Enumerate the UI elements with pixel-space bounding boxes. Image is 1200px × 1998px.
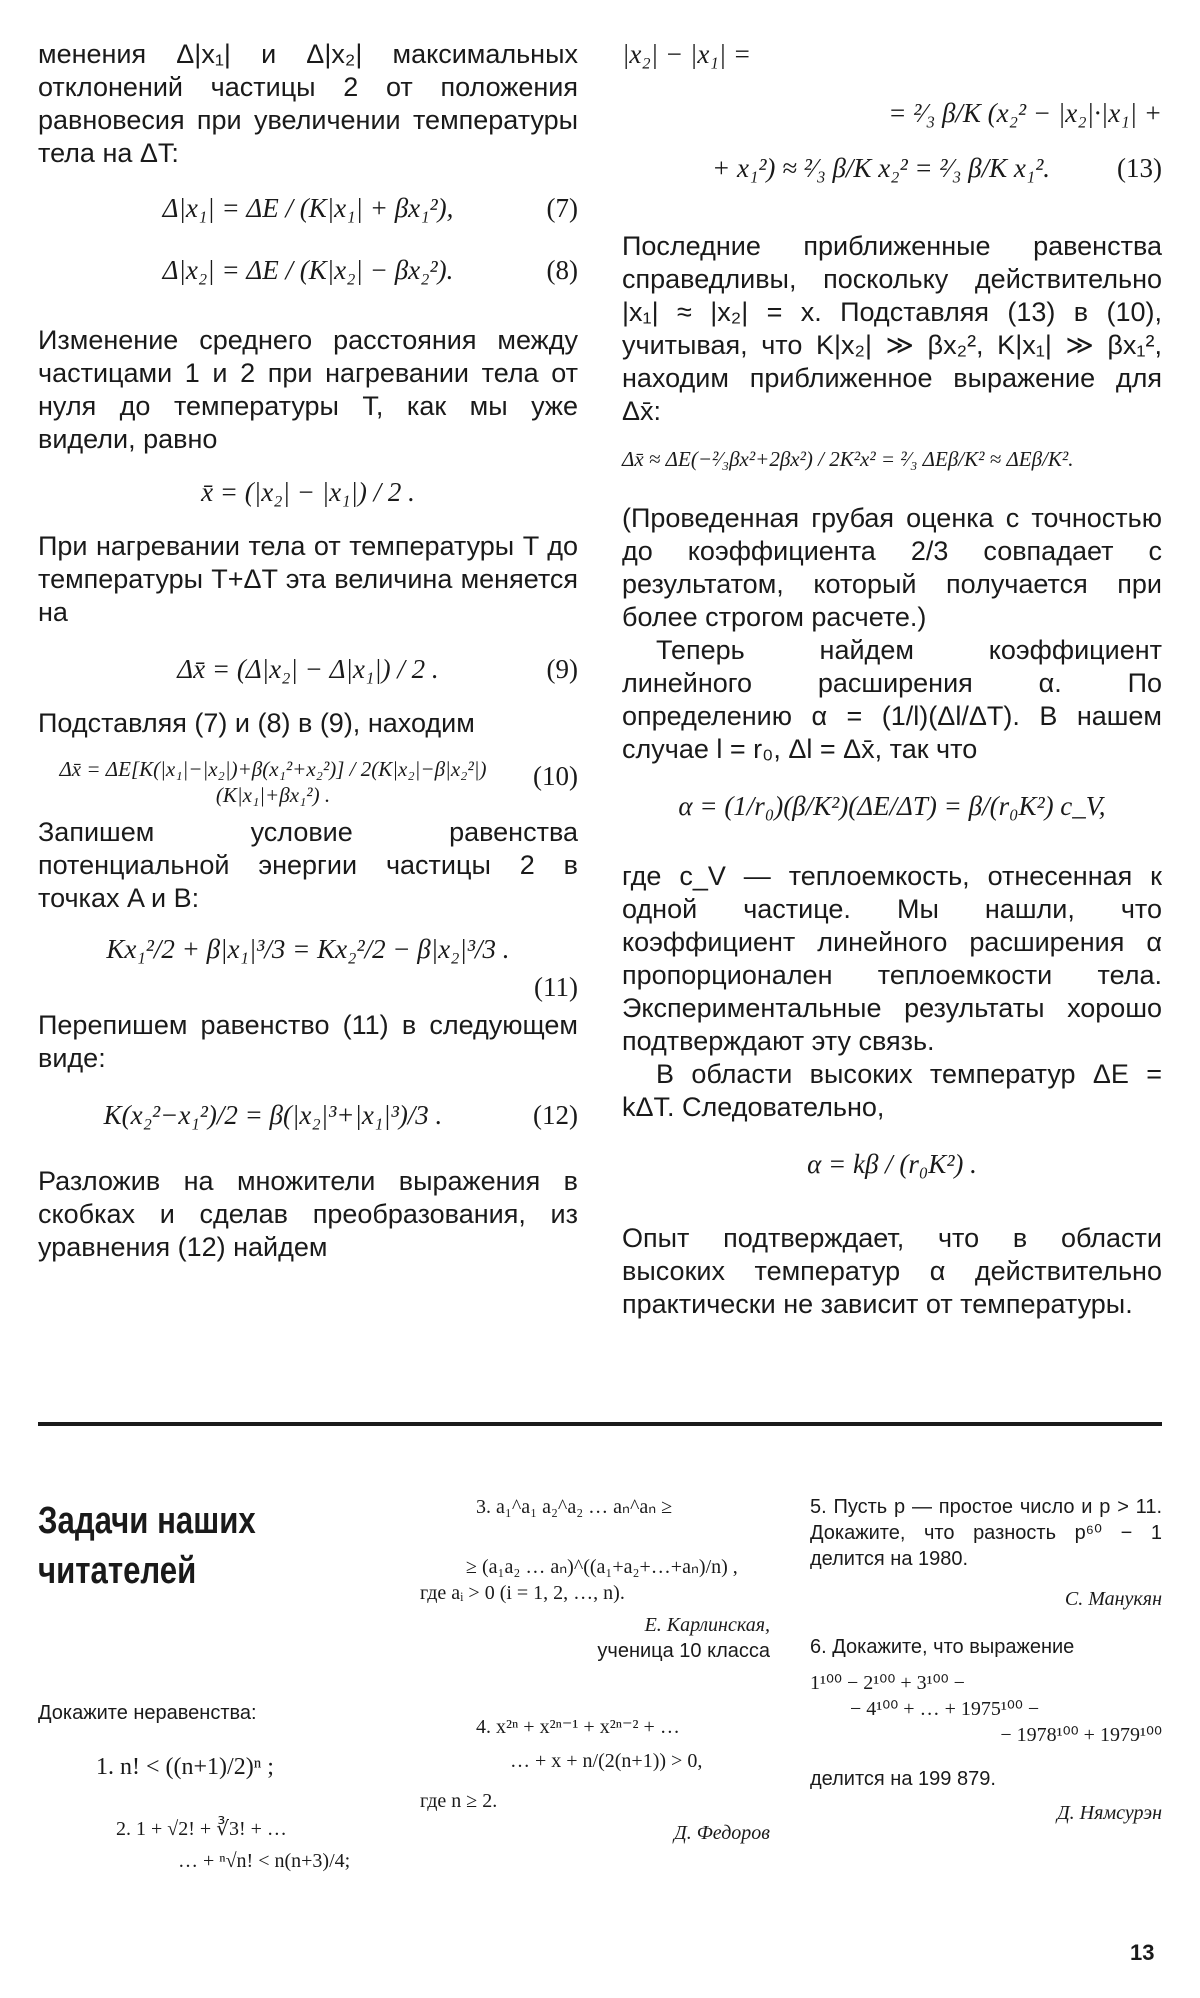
equation-7: Δ|x₁| = ΔE / (K|x₁| + βx₁²),: [162, 193, 454, 223]
equation-xbar-row: [38, 456, 578, 526]
equation-9-number: (9): [546, 654, 578, 684]
problems-col-2: [420, 1494, 770, 1846]
paragraph-high-temp: В области высоких температур ΔE = kΔT. Следовательно,: [622, 1059, 1162, 1122]
problem-3-line-a: 3. a₁^a₁ a₂^a₂ … aₙ^aₙ ≥: [476, 1496, 673, 1518]
paragraph-condition: Запишем условие равенства потенциальной энергии частицы 2 в точках A и B:: [38, 817, 578, 913]
equation-approx: Δx̄ ≈ ΔE(−²⁄₃βx²+2βx²) / 2K²x² = ²⁄₃ ΔEβ/K² ≈ ΔEβ/K².: [622, 447, 1074, 471]
problem-6-author: Д. Нямсурэн: [1056, 1802, 1162, 1824]
paragraph-factor: Разложив на множители выражения в скобках и сделав преобразования, из уравнения (12) найдем: [38, 1166, 578, 1262]
equation-13-line-c-row: [622, 152, 1162, 212]
problems-heading: Задачи наших читателей: [38, 1500, 256, 1592]
problem-3-author: Е. Карлинская,: [644, 1614, 770, 1636]
equation-8: Δ|x₂| = ΔE / (K|x₂| − βx₂²).: [162, 255, 454, 285]
problem-6: 6. Докажите, что выражение: [810, 1636, 1075, 1658]
paragraph-heating: При нагревании тела от температуры T до температуры T+ΔT эта величина меняется на: [38, 531, 578, 627]
equation-alpha-row: [622, 766, 1162, 836]
problem-4-line-c: где n ≥ 2.: [420, 1790, 498, 1812]
equation-7-number: (7): [546, 193, 578, 223]
paragraph-intro: менения Δ|x₁| и Δ|x₂| максимальных отклонений частицы 2 от положения равновесия при увеличении температуры тела на ΔT:: [38, 39, 578, 168]
equation-alpha2-row: [622, 1124, 1162, 1194]
equation-11-row: [38, 915, 578, 1009]
page-number: 13: [1130, 1940, 1155, 1965]
equation-13-line-a: |x₂| − |x₁| =: [622, 39, 752, 69]
paragraph-rewrite: Перепишем равенство (11) в следующем виде:: [38, 1010, 578, 1073]
equation-12-number: (12): [533, 1100, 578, 1130]
problem-2-line-a: 2. 1 + √2! + ∛3! + …: [116, 1818, 287, 1840]
problem-6-line-b: − 4¹⁰⁰ + … + 1975¹⁰⁰ −: [850, 1698, 1040, 1720]
equation-10: Δx̄ = ΔE[K(|x₁|−|x₂|)+β(x₁²+x₂²)] / 2(K|x₂|−β|x₂²|)(K|x₁|+βx₁²) .: [59, 757, 487, 807]
equation-8-row: [38, 240, 578, 310]
paragraph-heat-capacity: где c_V — теплоемкость, отнесенная к одной частице. Мы нашли, что коэффициент линейного расширения α пропорционален теплоемкости тела. Экспериментальные результаты хорошо подтверждают эту связь.: [622, 861, 1162, 1056]
equation-11-number: (11): [534, 972, 578, 1002]
problem-1: 1. n! < ((n+1)/2)ⁿ ;: [96, 1754, 274, 1780]
equation-9-row: [38, 629, 578, 699]
equation-9: Δx̄ = (Δ|x₂| − Δ|x₁|) / 2 .: [177, 654, 439, 684]
equation-10-row: [38, 740, 578, 810]
problem-6-line-a: 1¹⁰⁰ − 2¹⁰⁰ + 3¹⁰⁰ −: [810, 1672, 965, 1694]
equation-xbar: x̄ = (|x₂| − |x₁|) / 2 .: [201, 477, 415, 507]
equation-13-line-c: + x₁²) ≈ ²⁄₃ β/K x₂² = ²⁄₃ β/K x₁².: [712, 153, 1051, 183]
prove-label: Докажите неравенства:: [38, 1702, 257, 1724]
paragraph-approx: Последние приближенные равенства справедливы, поскольку действительно |x₁| ≈ |x₂| = x. Подставляя (13) в (10), учитывая, что K|x₂| ≫ βx₂², K|x₁| ≫ βx₁², находим приближенное выражение для Δx̄:: [622, 231, 1162, 426]
paragraph-linear: Теперь найдем коэффициент линейного расширения α. По определению α = (1/l)(Δl/ΔT). В нашем случае l = r₀, Δl = Δx̄, так что: [622, 635, 1162, 764]
problem-6-line-c: − 1978¹⁰⁰ + 1979¹⁰⁰: [1000, 1724, 1162, 1746]
equation-7-row: [38, 170, 578, 240]
problem-2-line-b: … + ⁿ√n! < n(n+3)/4;: [178, 1850, 351, 1872]
equation-12-row: [38, 1075, 578, 1165]
left-column: [38, 38, 578, 1264]
problem-4-author: Д. Федоров: [674, 1822, 770, 1844]
problem-3-author-note: ученица 10 класса: [597, 1640, 770, 1662]
equation-alpha2: α = kβ / (r₀K²) .: [807, 1149, 977, 1179]
paragraph-substitute: Подставляя (7) и (8) в (9), находим: [38, 708, 475, 738]
problem-6-line-d: делится на 199 879.: [810, 1768, 996, 1790]
equation-12: K(x₂²−x₁²)/2 = β(|x₂|³+|x₁|³)/3 .: [103, 1100, 443, 1130]
right-column: [622, 38, 1162, 1321]
problem-3-line-c: где aᵢ > 0 (i = 1, 2, …, n).: [420, 1582, 625, 1604]
problem-5: 5. Пусть p — простое число и p > 11. Докажите, что разность p⁶⁰ − 1 делится на 1980.: [810, 1496, 1162, 1570]
problem-3-line-b: ≥ (a₁a₂ … aₙ)^((a₁+a₂+…+aₙ)/n) ,: [466, 1556, 738, 1578]
equation-10-number: (10): [533, 761, 578, 791]
equation-13-number: (13): [1117, 153, 1162, 183]
equation-11: Kx₁²/2 + β|x₁|³/3 = Kx₂²/2 − β|x₂|³/3 .: [106, 934, 510, 964]
equation-8-number: (8): [546, 255, 578, 285]
equation-alpha: α = (1/r₀)(β/K²)(ΔE/ΔT) = β/(r₀K²) c_V,: [678, 791, 1106, 821]
section-divider: [38, 1422, 1162, 1426]
problem-5-author: С. Манукян: [1064, 1588, 1162, 1610]
problems-col-1: [38, 1700, 398, 1874]
paragraph-estimate: (Проведенная грубая оценка с точностью до коэффициента 2/3 совпадает с результатом, который получается при более строгом расчете.): [622, 503, 1162, 632]
problems-col-3: [810, 1494, 1162, 1826]
paragraph-distance: Изменение среднего расстояния между частицами 1 и 2 при нагревании тела от нуля до температуры T, как мы уже видели, равно: [38, 325, 578, 454]
problem-4-line-a: 4. x²ⁿ + x²ⁿ⁻¹ + x²ⁿ⁻² + …: [476, 1716, 680, 1738]
paragraph-final: Опыт подтверждает, что в области высоких температур α действительно практически не зависит от температуры.: [622, 1223, 1162, 1319]
equation-13-line-b: = ²⁄₃ β/K (x₂² − |x₂|·|x₁| +: [888, 98, 1162, 128]
problem-4-line-b: … + x + n/(2(n+1)) > 0,: [510, 1750, 703, 1772]
